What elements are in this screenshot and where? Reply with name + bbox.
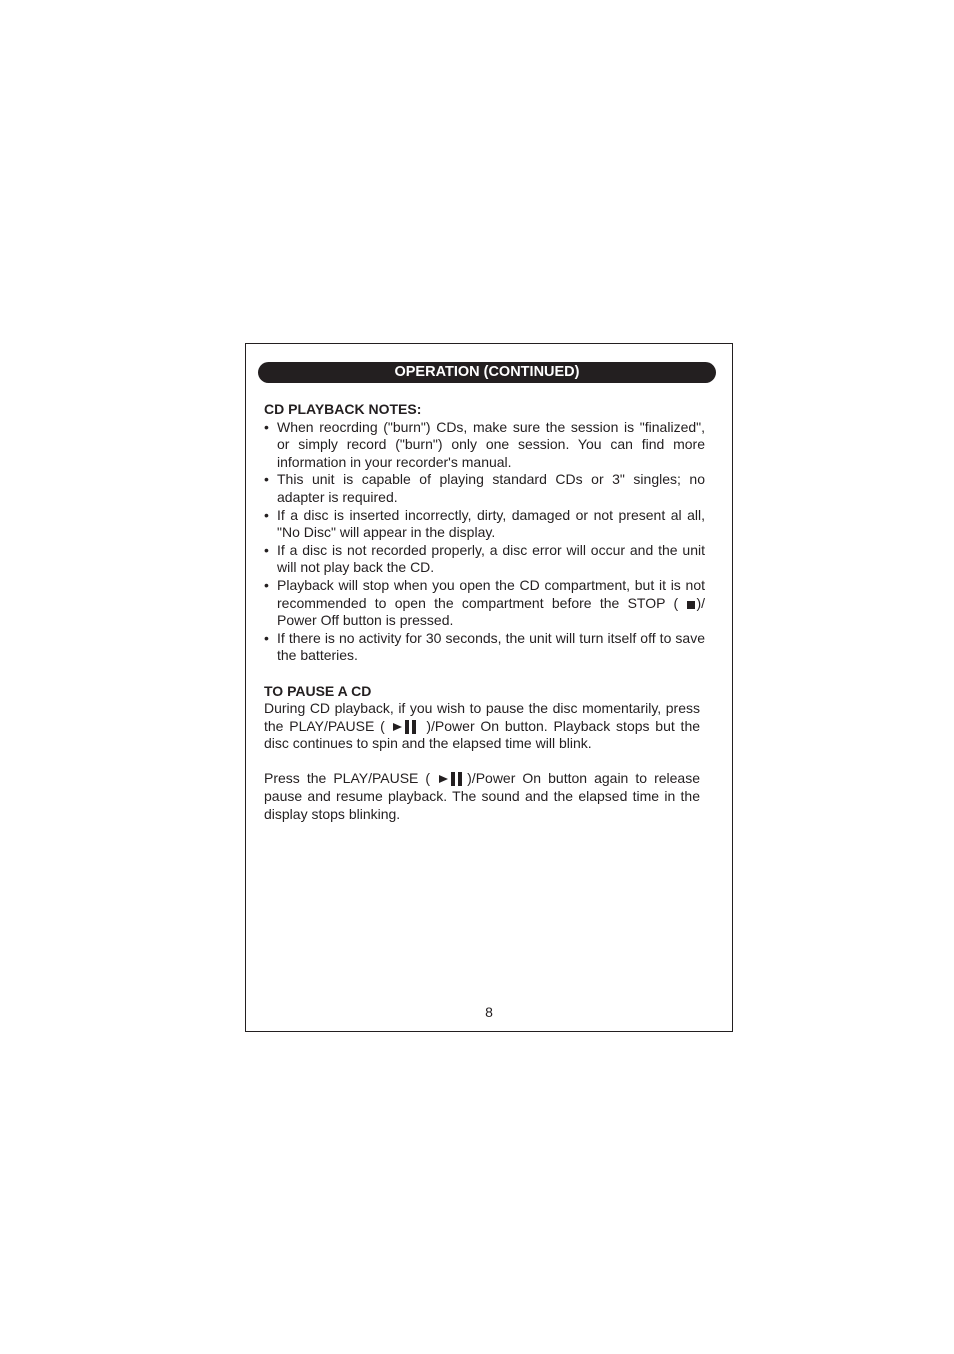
play-pause-icon xyxy=(439,772,465,786)
stop-note-text-after: )/ Power Off button is pressed. xyxy=(277,594,705,629)
list-item xyxy=(264,577,705,630)
pause-p1-before: During CD playback, if you wish to pause the disc momentarily, press the PLAY/PAUSE ( xyxy=(264,700,700,734)
list-item: • If there is no activity for 30 seconds, the unit will turn itself off to save the batteries. xyxy=(264,630,705,665)
play-pause-icon xyxy=(393,720,419,734)
list-item: • If a disc is inserted incorrectly, dirty, damaged or not present al all, "No Disc" will appear in the display. xyxy=(264,507,705,542)
pause-p2-after: )/Power On button again to release pause and resume playback. The sound and the elapsed time in the display stops blinking. xyxy=(264,770,700,822)
list-item: • If a disc is not recorded properly, a disc error will occur and the unit will not play back the CD. xyxy=(264,542,705,577)
playback-notes-title: CD PLAYBACK NOTES: xyxy=(264,401,422,417)
page-content xyxy=(264,401,705,823)
pause-paragraph-2 xyxy=(264,770,700,823)
spacer xyxy=(264,753,700,771)
list-item: • When reocrding ("burn") CDs, make sure the session is "finalized", or simply record ("burn") only one session. You can find more information in your recorder's manual. xyxy=(264,419,705,472)
pause-p2-before: Press the PLAY/PAUSE ( xyxy=(264,770,431,787)
pause-section xyxy=(264,683,700,824)
list-item: • This unit is capable of playing standard CDs or 3" singles; no adapter is required. xyxy=(264,471,705,506)
pause-paragraph-1 xyxy=(264,700,700,753)
pause-title: TO PAUSE A CD xyxy=(264,682,372,699)
spacer xyxy=(264,665,705,683)
page-number: 8 xyxy=(485,1004,493,1020)
section-header-title: OPERATION (CONTINUED) xyxy=(394,364,580,380)
playback-notes-list xyxy=(264,419,705,665)
stop-note-text-before: Playback will stop when you open the CD compartment, but it is not recommended to open the compartment before the STOP ( xyxy=(277,576,705,611)
section-header xyxy=(258,362,716,383)
manual-page xyxy=(245,343,733,1032)
stop-square-icon xyxy=(687,601,695,609)
pause-p1-after: )/Power On button. Playback stops but the disc continues to spin and the elapsed time will blink. xyxy=(264,717,701,752)
